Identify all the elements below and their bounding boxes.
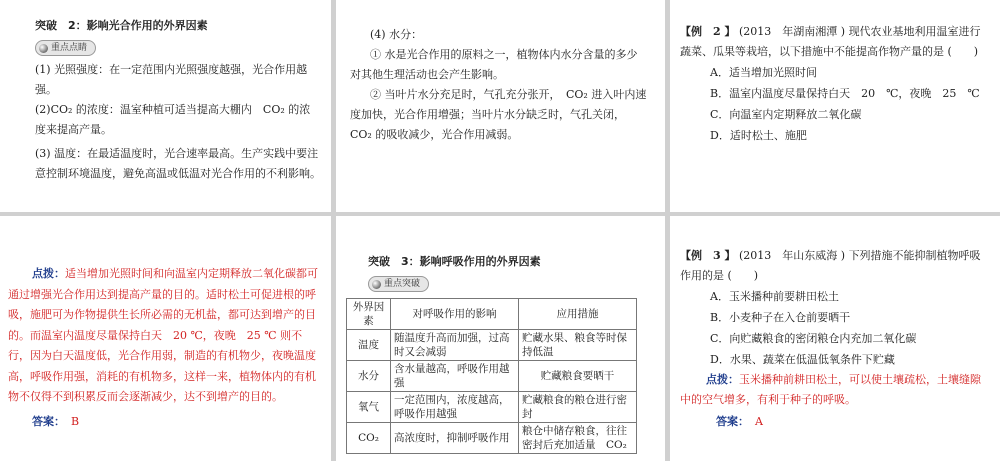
option-b: B．温室内温度尽量保持白天 20 ℃，夜晚 25 ℃: [710, 87, 980, 100]
table-row: [347, 329, 637, 360]
table-cell: 氧气: [347, 391, 391, 422]
water-heading: (4) 水分：: [370, 28, 423, 41]
option-a: A．玉米播种前要耕田松土: [710, 290, 839, 303]
table-cell: 贮藏粮食的粮仓进行密封: [519, 391, 637, 422]
option-b: B．小麦种子在入仓前要晒干: [710, 311, 851, 324]
slide-title: 突破 2：影响光合作用的外界因素: [35, 19, 208, 32]
example-tag: 【例 3 】: [680, 249, 736, 262]
slide-example-2-explanation: [0, 216, 331, 461]
slide-photosynthesis-factors: [0, 0, 331, 212]
badge-dot-icon: [39, 44, 48, 53]
light-intensity-paragraph: (1) 光照强度：在一定范围内光照强度越强，光合作用越强。: [35, 62, 308, 96]
option-a: A．适当增加光照时间: [710, 66, 817, 79]
respiration-factors-table: [346, 298, 637, 454]
water-point-2: ② 当叶片水分充足时，气孔充分张开， CO₂ 进入叶内速度加快，光合作用增强；当叶片水分缺乏时，气孔关闭， CO₂ 的吸收减少，光合作用减弱。: [350, 88, 647, 141]
key-breakthrough-badge: [368, 276, 429, 292]
slide-water-factor: [336, 0, 665, 212]
hint-text: 玉米播种前耕田松土，可以使土壤疏松，土壤缝隙中的空气增多，有利于种子的呼吸。: [680, 373, 981, 406]
badge-label: 重点突破: [384, 279, 421, 289]
hint-label: 点拨：: [32, 267, 65, 280]
option-c: C．向贮藏粮食的密闭粮仓内充加二氧化碳: [710, 332, 917, 345]
example-question-text: 现代农业基地利用温室进行蔬菜、瓜果等栽培，以下措施中不能提高作物产量的是 ( ): [680, 25, 981, 58]
option-d: D．水果、蔬菜在低温低氧条件下贮藏: [710, 353, 895, 366]
table-cell: 高浓度时，抑制呼吸作用: [391, 422, 519, 453]
table-cell: 贮藏粮食要晒干: [519, 360, 637, 391]
water-point-1: ① 水是光合作用的原料之一，植物体内水分含量的多少对其他生理活动也会产生影响。: [350, 48, 638, 81]
answer-label: 答案：: [32, 414, 65, 428]
slide-respiration-factors: [336, 216, 665, 461]
temperature-paragraph: (3) 温度：在最适温度时，光合速率最高。生产实践中要注意控制环境温度，避免高温或低温对光合作用的不利影响。: [35, 146, 321, 180]
table-row: [347, 360, 637, 391]
example-source: (2013 年湖南湘潭 ): [738, 25, 846, 38]
key-points-badge: [35, 40, 96, 56]
hint-text: 适当增加光照时间和向温室内定期释放二氧化碳都可通过增强光合作用达到提高产量的目的。适时松土可促进根的呼吸，施肥可为作物提供生长所必需的无机盐，都可达到增产的目的。而温室内温度尽量保持白天 20 ℃，夜晚 25 ℃ 则不行，因为白天温度低，光合作用弱，制造的有机物少，夜晚温度高，呼吸作用强，消耗的有机物多，这样一来，植物体内的有机物不仅得不到积累反而会逐渐减少，达不到增产的目的。: [8, 267, 318, 403]
hint-paragraph: [8, 264, 323, 408]
table-cell: 温度: [347, 329, 391, 360]
table-header: 外界因素: [347, 298, 391, 329]
hint-label: 点拨：: [706, 373, 739, 386]
option-c: C．向温室内定期释放二氧化碳: [710, 108, 862, 121]
slide-example-2: [670, 0, 1000, 212]
table-cell: 粮仓中储存粮食，往往密封后充加适量 CO₂: [519, 422, 637, 453]
example-question: [680, 246, 990, 286]
table-cell: 一定范围内，浓度越高，呼吸作用越强: [391, 391, 519, 422]
answer-line: [8, 412, 323, 432]
option-d: D．适时松土、施肥: [710, 129, 807, 142]
answer-value: A: [755, 415, 763, 428]
table-cell: 水分: [347, 360, 391, 391]
example-source: (2013 年山东威海 ): [738, 249, 846, 262]
table-cell: CO₂: [347, 422, 391, 453]
table-header: 对呼吸作用的影响: [391, 298, 519, 329]
table-row: [347, 391, 637, 422]
table-header-row: [347, 298, 637, 329]
table-cell: 随温度升高而加强，过高时又会减弱: [391, 329, 519, 360]
example-question: [680, 22, 990, 62]
slide-example-3: [670, 216, 1000, 461]
example-tag: 【例 2 】: [680, 25, 736, 38]
example-question-text: 下列措施不能抑制植物呼吸作用的是 ( ): [680, 249, 981, 282]
table-header: 应用措施: [519, 298, 637, 329]
co2-paragraph: (2)CO₂ 的浓度：温室种植可适当提高大棚内 CO₂ 的浓度来提高产量。: [35, 102, 311, 136]
answer-label: 答案：: [716, 415, 749, 428]
hint-paragraph: [680, 370, 990, 410]
answer-value: B: [71, 414, 80, 428]
badge-dot-icon: [372, 280, 381, 289]
answer-line: [680, 412, 990, 432]
badge-label: 重点点睛: [51, 43, 88, 53]
table-cell: 贮藏水果、粮食等时保持低温: [519, 329, 637, 360]
slide-title: 突破 3：影响呼吸作用的外界因素: [368, 255, 541, 268]
table-row: [347, 422, 637, 453]
table-cell: 含水量越高，呼吸作用越强: [391, 360, 519, 391]
